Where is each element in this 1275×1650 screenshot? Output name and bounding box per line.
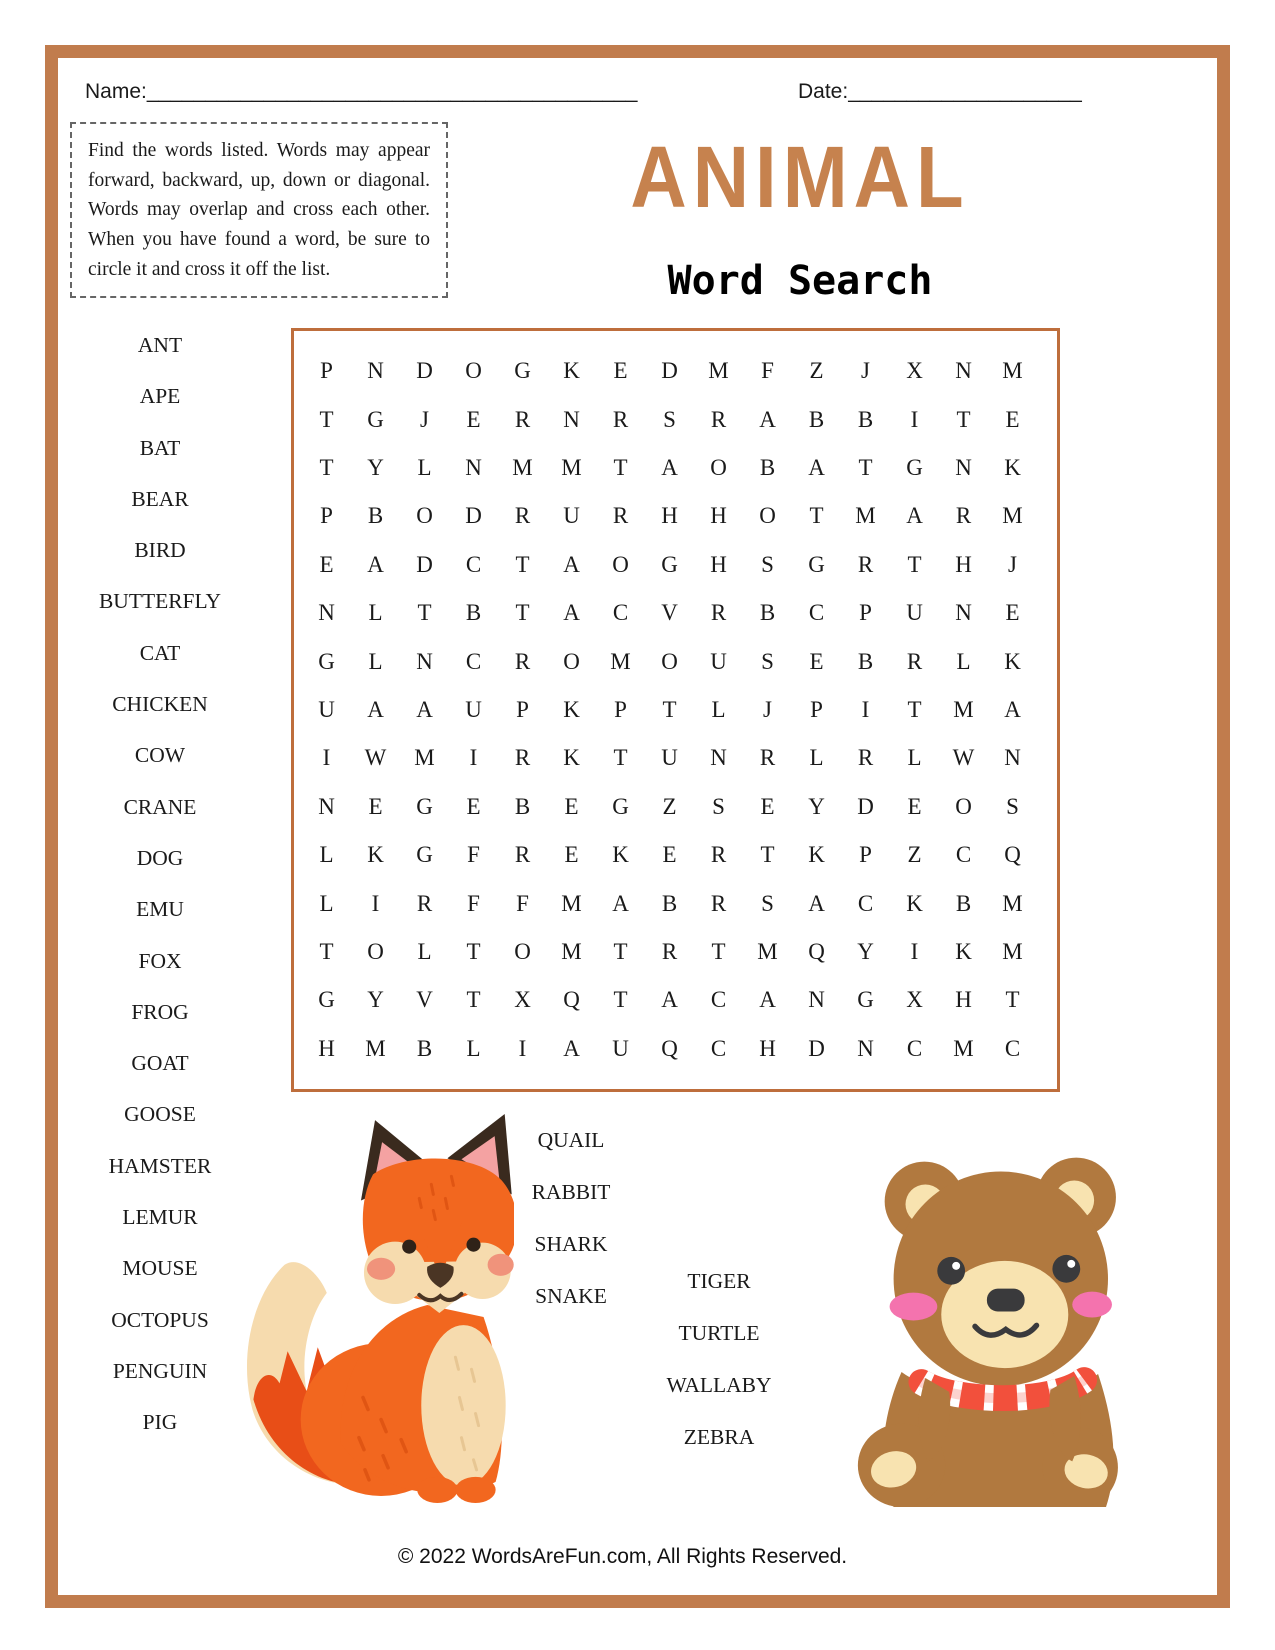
grid-letter: V — [661, 600, 678, 626]
grid-letter: B — [857, 406, 874, 432]
grid-letter: B — [661, 890, 678, 916]
grid-letter: A — [759, 406, 776, 432]
bear-illustration — [828, 1112, 1120, 1514]
grid-letter: B — [759, 600, 776, 626]
grid-letter: I — [322, 745, 331, 771]
grid-letter: H — [955, 987, 972, 1013]
grid-letter: B — [759, 454, 776, 480]
grid-letter: C — [955, 842, 972, 868]
grid-letter: Q — [661, 1035, 678, 1061]
grid-letter: T — [613, 745, 628, 771]
grid-letter: X — [514, 987, 531, 1013]
grid-letter: R — [661, 938, 678, 964]
grid-letter: M — [610, 648, 631, 674]
word-item: HAMSTER — [108, 1153, 212, 1178]
grid-letter: R — [710, 842, 727, 868]
grid-letter: G — [416, 842, 433, 868]
grid-letter: A — [1004, 696, 1021, 722]
grid-letter: M — [365, 1035, 386, 1061]
grid-letter: O — [416, 503, 433, 529]
grid-letter: K — [563, 358, 580, 384]
grid-letter: R — [514, 745, 531, 771]
grid-letter: L — [809, 745, 824, 771]
grid-letter: M — [1002, 890, 1023, 916]
grid-letter: M — [953, 1035, 974, 1061]
grid-letter: E — [564, 793, 579, 819]
grid-letter: U — [563, 503, 580, 529]
grid-letter: H — [661, 503, 678, 529]
grid-letter: T — [662, 696, 677, 722]
grid-letter: K — [955, 938, 972, 964]
grid-letter: A — [808, 454, 825, 480]
grid-letter: L — [417, 454, 432, 480]
grid-letter: G — [857, 987, 874, 1013]
grid-letter: N — [563, 406, 580, 432]
grid-letter: N — [318, 793, 335, 819]
grid-letter: U — [318, 696, 335, 722]
grid-letter: L — [368, 600, 383, 626]
grid-letter: P — [859, 600, 872, 626]
page-title: ANIMAL — [630, 127, 970, 227]
grid-letter: L — [319, 842, 334, 868]
grid-letter: A — [612, 890, 629, 916]
grid-letter: D — [465, 503, 482, 529]
word-item: WALLABY — [666, 1373, 772, 1397]
word-item: BEAR — [131, 486, 189, 511]
grid-letter: R — [857, 551, 874, 577]
grid-letter: H — [710, 503, 727, 529]
grid-letter: R — [759, 745, 776, 771]
grid-letter: L — [956, 648, 971, 674]
grid-letter: U — [906, 600, 923, 626]
grid-letter: G — [367, 406, 384, 432]
grid-letter: E — [466, 793, 481, 819]
grid-letter: G — [808, 551, 825, 577]
grid-letter: H — [759, 1035, 776, 1061]
grid-letter: F — [467, 890, 480, 916]
grid-letter: B — [416, 1035, 433, 1061]
grid-letter: U — [612, 1035, 629, 1061]
word-list-bottom-1 — [495, 1114, 647, 1322]
grid-letter: Y — [367, 454, 384, 480]
fox-illustration — [222, 1106, 514, 1508]
grid-letter: E — [319, 551, 334, 577]
grid-letter: I — [910, 406, 919, 432]
grid-letter: F — [761, 358, 774, 384]
grid-letter: R — [514, 406, 531, 432]
grid-letter: W — [952, 745, 975, 771]
word-list-bottom-2 — [640, 1255, 798, 1463]
grid-letter: Z — [809, 358, 824, 384]
word-item: SNAKE — [535, 1284, 607, 1308]
word-item: APE — [139, 384, 181, 409]
grid-letter: R — [514, 842, 531, 868]
grid-letter: K — [1004, 648, 1021, 674]
grid-letter: M — [708, 358, 729, 384]
grid-letter: M — [1002, 358, 1023, 384]
grid-letter: B — [367, 503, 384, 529]
word-item: FOX — [138, 948, 182, 973]
word-item: BIRD — [134, 538, 186, 563]
word-item: COW — [134, 743, 186, 768]
grid-letter: T — [858, 454, 873, 480]
grid-letter: R — [710, 406, 727, 432]
grid-letter: T — [319, 406, 334, 432]
grid-letter: D — [857, 793, 874, 819]
word-item: OCTOPUS — [111, 1307, 209, 1332]
grid-letter: B — [808, 406, 825, 432]
grid-letter: E — [466, 406, 481, 432]
grid-letter: M — [561, 890, 582, 916]
grid-letter: M — [512, 454, 533, 480]
grid-letter: R — [955, 503, 972, 529]
grid-letter: V — [416, 987, 433, 1013]
grid-letter: G — [906, 454, 923, 480]
grid-letter: S — [712, 793, 725, 819]
grid-letter: E — [368, 793, 383, 819]
copyright-text: © 2022 WordsAreFun.com, All Rights Reserved. — [397, 1545, 848, 1568]
grid-letter: M — [953, 696, 974, 722]
letter-grid — [291, 328, 1060, 1092]
grid-letter: T — [515, 551, 530, 577]
grid-letter: M — [1002, 503, 1023, 529]
grid-letter: L — [907, 745, 922, 771]
name-row — [85, 80, 637, 104]
grid-letter: Y — [367, 987, 384, 1013]
grid-letter: A — [661, 987, 678, 1013]
grid-letter: F — [516, 890, 529, 916]
grid-letter: J — [1008, 551, 1017, 577]
grid-letter: C — [857, 890, 874, 916]
grid-letter: Q — [1004, 842, 1021, 868]
grid-letter: L — [466, 1035, 481, 1061]
grid-letter: L — [319, 890, 334, 916]
word-item: GOAT — [131, 1051, 189, 1076]
grid-letter: C — [710, 987, 727, 1013]
grid-letter: I — [469, 745, 478, 771]
word-item: FROG — [131, 999, 189, 1024]
word-item: BAT — [139, 435, 181, 460]
grid-letter: A — [563, 600, 580, 626]
instructions-box — [70, 122, 448, 298]
grid-letter: N — [857, 1035, 874, 1061]
grid-letter: O — [661, 648, 678, 674]
grid-letter: A — [661, 454, 678, 480]
grid-letter: N — [808, 987, 825, 1013]
word-item: GOOSE — [124, 1102, 196, 1127]
grid-letter: A — [367, 551, 384, 577]
grid-letter: I — [861, 696, 870, 722]
grid-letter: S — [761, 648, 774, 674]
date-row — [798, 80, 1082, 104]
grid-letter: B — [857, 648, 874, 674]
grid-letter: S — [663, 406, 676, 432]
grid-letter: O — [465, 358, 482, 384]
grid-letter: O — [710, 454, 727, 480]
grid-letter: C — [465, 648, 482, 674]
grid-letter: Q — [808, 938, 825, 964]
grid-letter: E — [564, 842, 579, 868]
grid-letter: P — [320, 503, 333, 529]
grid-letter: M — [561, 454, 582, 480]
grid-letter: E — [1005, 406, 1020, 432]
word-item: SHARK — [534, 1232, 608, 1256]
grid-letter: D — [416, 358, 433, 384]
grid-letter: K — [1004, 454, 1021, 480]
grid-letter: P — [516, 696, 529, 722]
instructions-text: Find the words listed. Words may appear forward, backward, up, down or diagonal. Words may overlap and cross each other. When you have found a word, be sure to circle it and cross it off the list. — [88, 140, 430, 280]
grid-letter: C — [710, 1035, 727, 1061]
grid-letter: G — [318, 987, 335, 1013]
word-item: PIG — [142, 1410, 178, 1435]
grid-letter: T — [907, 696, 922, 722]
grid-letter: H — [955, 551, 972, 577]
grid-letter: Y — [857, 938, 874, 964]
word-item: PENGUIN — [112, 1358, 208, 1383]
word-item: EMU — [136, 897, 184, 922]
grid-letter: N — [1004, 745, 1021, 771]
grid-letter: T — [613, 938, 628, 964]
grid-letter: J — [861, 358, 870, 384]
grid-letter: C — [808, 600, 825, 626]
grid-letter: O — [759, 503, 776, 529]
word-item: TURTLE — [678, 1321, 760, 1345]
grid-letter: E — [1005, 600, 1020, 626]
grid-letter: A — [563, 1035, 580, 1061]
grid-letter: Y — [808, 793, 825, 819]
grid-letter: M — [561, 938, 582, 964]
word-item: TIGER — [687, 1269, 751, 1293]
grid-letter: C — [465, 551, 482, 577]
grid-letter: T — [466, 987, 481, 1013]
grid-letter: L — [711, 696, 726, 722]
grid-letter: T — [711, 938, 726, 964]
grid-letter: T — [466, 938, 481, 964]
grid-letter: G — [514, 358, 531, 384]
grid-letter: P — [320, 358, 333, 384]
grid-letter: L — [368, 648, 383, 674]
grid-letter: J — [763, 696, 772, 722]
grid-letter: P — [810, 696, 823, 722]
grid-letter: A — [367, 696, 384, 722]
word-item: CRANE — [123, 794, 197, 819]
grid-letter: A — [563, 551, 580, 577]
grid-letter: C — [1004, 1035, 1021, 1061]
grid-letter: N — [318, 600, 335, 626]
grid-letter: L — [417, 938, 432, 964]
grid-letter: A — [416, 696, 433, 722]
grid-letter: K — [808, 842, 825, 868]
grid-letter: U — [710, 648, 727, 674]
grid-letter: S — [1006, 793, 1019, 819]
grid-letter: Q — [563, 987, 580, 1013]
grid-letter: O — [563, 648, 580, 674]
word-item: BUTTERFLY — [98, 589, 222, 614]
grid-letter: R — [857, 745, 874, 771]
grid-letter: Z — [907, 842, 922, 868]
grid-letter: B — [514, 793, 531, 819]
grid-letter: S — [761, 551, 774, 577]
grid-letter: M — [1002, 938, 1023, 964]
word-item: QUAIL — [537, 1128, 605, 1152]
grid-letter: B — [955, 890, 972, 916]
grid-letter: O — [612, 551, 629, 577]
grid-letter: E — [662, 842, 677, 868]
grid-letter: R — [612, 503, 629, 529]
grid-letter: A — [808, 890, 825, 916]
grid-letter: H — [710, 551, 727, 577]
grid-letter: T — [613, 987, 628, 1013]
grid-letter: X — [906, 358, 923, 384]
grid-letter: O — [367, 938, 384, 964]
word-item: MOUSE — [122, 1256, 198, 1281]
grid-letter: F — [467, 842, 480, 868]
grid-letter: W — [364, 745, 387, 771]
grid-letter: A — [906, 503, 923, 529]
grid-letter: G — [416, 793, 433, 819]
grid-letter: I — [518, 1035, 527, 1061]
grid-letter: N — [955, 600, 972, 626]
word-item: LEMUR — [122, 1205, 198, 1230]
grid-letter: E — [809, 648, 824, 674]
grid-letter: R — [710, 890, 727, 916]
grid-letter: O — [514, 938, 531, 964]
name-label: Name: — [85, 80, 147, 103]
grid-letter: M — [757, 938, 778, 964]
grid-letter: P — [614, 696, 627, 722]
grid-letter: O — [955, 793, 972, 819]
date-blank-line: ____________________ — [848, 80, 1082, 103]
grid-letter: G — [318, 648, 335, 674]
grid-letter: T — [1005, 987, 1020, 1013]
grid-letter: I — [910, 938, 919, 964]
grid-letter: T — [319, 454, 334, 480]
grid-letter: C — [612, 600, 629, 626]
grid-letter: B — [465, 600, 482, 626]
grid-letter: M — [414, 745, 435, 771]
grid-letter: K — [563, 745, 580, 771]
grid-letter: T — [907, 551, 922, 577]
grid-letter: K — [367, 842, 384, 868]
word-item: CHICKEN — [112, 692, 208, 717]
word-item: CAT — [139, 640, 181, 665]
grid-letter: N — [710, 745, 727, 771]
grid-letter: M — [855, 503, 876, 529]
grid-letter: T — [760, 842, 775, 868]
grid-letter: E — [907, 793, 922, 819]
grid-letter: U — [465, 696, 482, 722]
grid-letter: N — [955, 454, 972, 480]
word-item: ANT — [137, 333, 183, 357]
grid-letter: N — [367, 358, 384, 384]
grid-letter: C — [906, 1035, 923, 1061]
grid-letter: X — [906, 987, 923, 1013]
word-item: RABBIT — [531, 1180, 611, 1204]
grid-letter: T — [319, 938, 334, 964]
grid-letter: U — [661, 745, 678, 771]
grid-letter: D — [808, 1035, 825, 1061]
grid-letter: K — [612, 842, 629, 868]
grid-letter: I — [371, 890, 380, 916]
grid-letter: R — [514, 648, 531, 674]
date-label: Date: — [798, 80, 849, 103]
grid-letter: R — [416, 890, 433, 916]
grid-letter: S — [761, 890, 774, 916]
grid-letter: P — [859, 842, 872, 868]
name-blank-line: __________________________________________ — [146, 80, 638, 103]
grid-letter: N — [465, 454, 482, 480]
word-item: DOG — [136, 845, 184, 870]
grid-letter: G — [612, 793, 629, 819]
grid-letter: R — [612, 406, 629, 432]
grid-letter: R — [710, 600, 727, 626]
grid-letter: T — [417, 600, 432, 626]
grid-letter: R — [514, 503, 531, 529]
grid-letter: T — [515, 600, 530, 626]
grid-letter: E — [613, 358, 628, 384]
grid-letter: G — [661, 551, 678, 577]
grid-letter: D — [661, 358, 678, 384]
grid-letter: Z — [662, 793, 677, 819]
grid-letter: N — [955, 358, 972, 384]
grid-letter: T — [613, 454, 628, 480]
grid-letter: A — [759, 987, 776, 1013]
grid-letter: N — [416, 648, 433, 674]
word-item: ZEBRA — [683, 1425, 755, 1449]
grid-letter: D — [416, 551, 433, 577]
page-subtitle: Word Search — [667, 258, 933, 304]
grid-letter: E — [760, 793, 775, 819]
grid-letter: T — [809, 503, 824, 529]
grid-letter: H — [318, 1035, 335, 1061]
grid-letter: T — [956, 406, 971, 432]
grid-letter: K — [563, 696, 580, 722]
grid-letter: K — [906, 890, 923, 916]
grid-letter: J — [420, 406, 429, 432]
grid-letter: R — [906, 648, 923, 674]
